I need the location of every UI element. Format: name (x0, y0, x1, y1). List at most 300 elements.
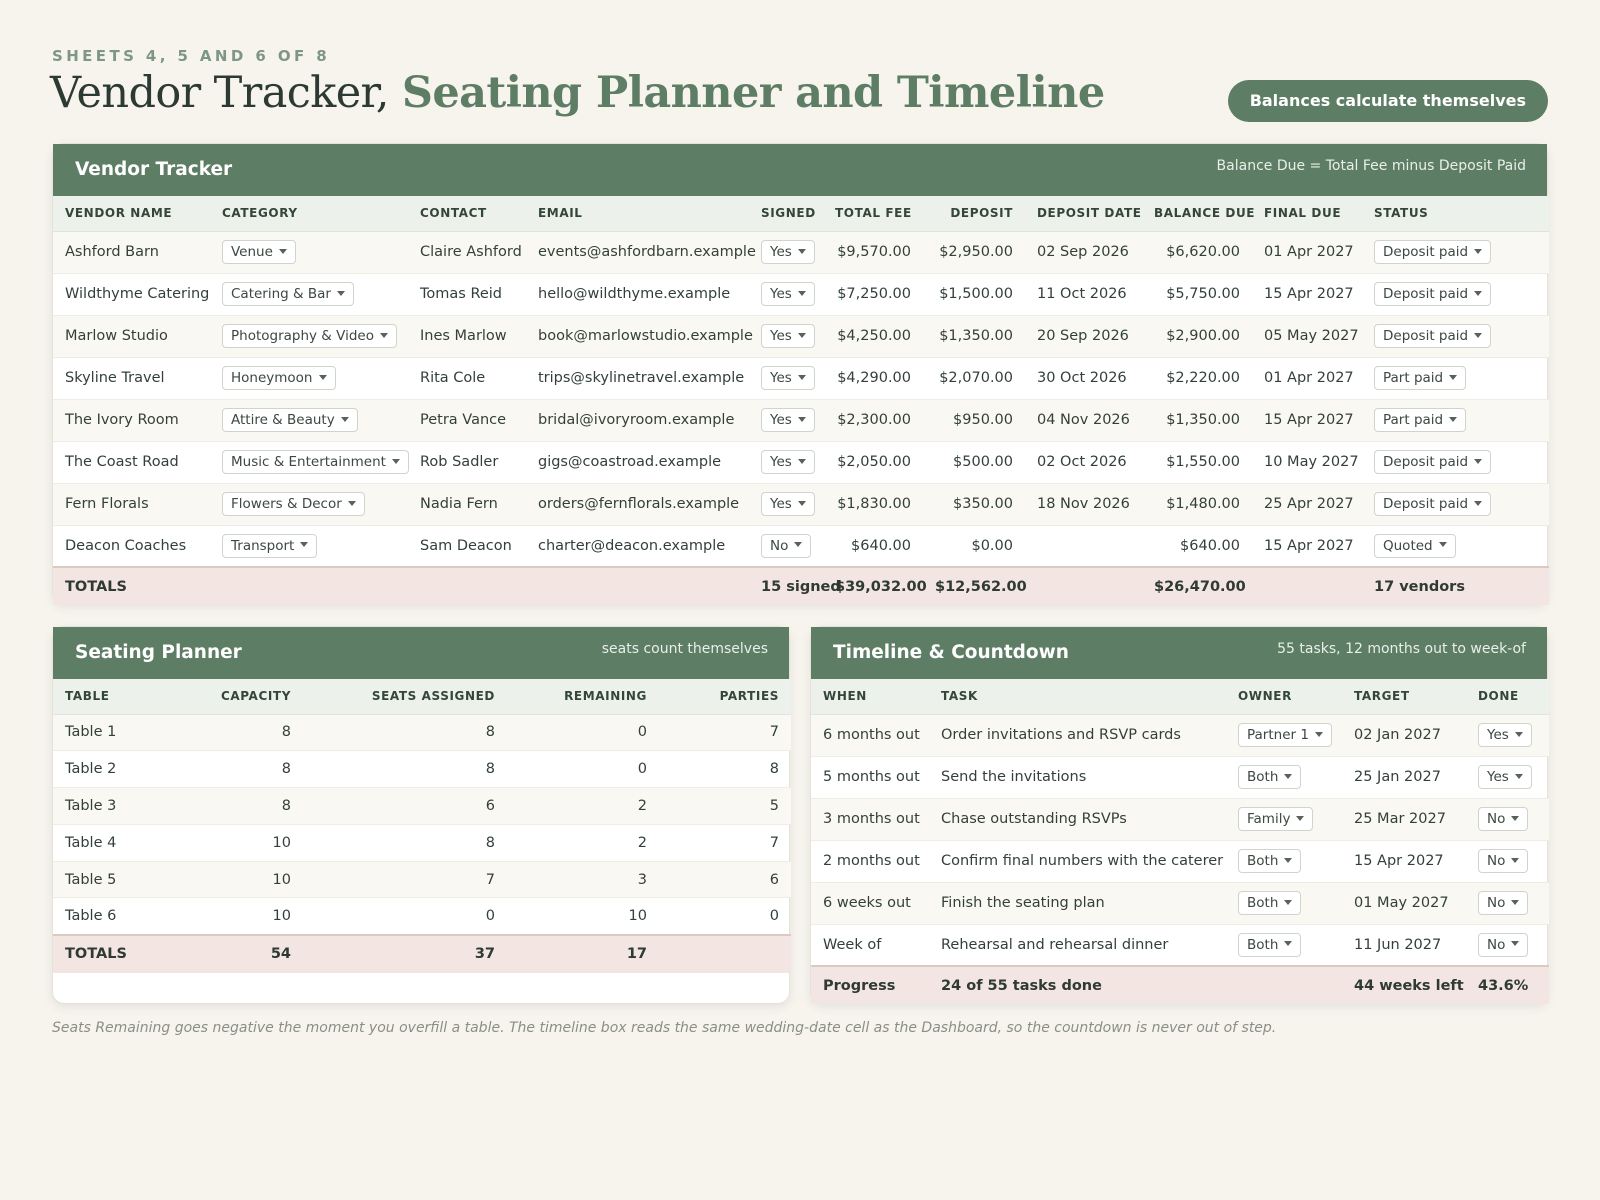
table-row (53, 525, 1549, 567)
signed-dropdown[interactable] (761, 450, 815, 474)
status-dropdown[interactable] (1374, 534, 1456, 558)
vendor-deposit[interactable]: $950.00 (923, 399, 1025, 441)
signed-dropdown[interactable] (761, 324, 815, 348)
col-deposit[interactable]: DEPOSIT (923, 196, 1025, 231)
owner-value: Family (1247, 811, 1291, 827)
vendor-contact[interactable]: Rita Cole (408, 357, 526, 399)
seating-table-name[interactable]: Table 1 (53, 714, 183, 751)
table-row (53, 824, 791, 861)
progress-weeks-left: 44 weeks left (1342, 966, 1466, 1004)
sheet-eyebrow: SHEETS 4, 5 AND 6 OF 8 (52, 47, 331, 65)
vendor-email[interactable]: events@ashfordbarn.example (526, 231, 749, 273)
totals-fee: $39,032.00 (823, 567, 923, 605)
col-done[interactable]: DONE (1466, 679, 1549, 714)
vendor-header-row (53, 196, 1549, 231)
done-dropdown[interactable] (1478, 891, 1528, 915)
vendor-deposit[interactable]: $500.00 (923, 441, 1025, 483)
vendor-deposit-date[interactable]: 18 Nov 2026 (1025, 483, 1142, 525)
vendor-card-header (53, 144, 1547, 196)
category-value: Photography & Video (231, 328, 374, 344)
col-category[interactable]: CATEGORY (210, 196, 408, 231)
seating-assigned: 8 (303, 751, 507, 788)
seating-card-note: seats count themselves (601, 641, 768, 657)
seating-remaining: 0 (507, 714, 659, 751)
vendor-final-due[interactable]: 10 May 2027 (1252, 441, 1362, 483)
chevron-down-icon (1284, 900, 1292, 905)
vendor-totals-row (53, 567, 1549, 605)
seating-table-name[interactable]: Table 4 (53, 824, 183, 861)
vendor-contact[interactable]: Tomas Reid (408, 273, 526, 315)
vendor-contact[interactable]: Ines Marlow (408, 315, 526, 357)
chevron-down-icon (1515, 774, 1523, 779)
chevron-down-icon (1474, 333, 1482, 338)
timeline-table (811, 679, 1549, 1004)
chevron-down-icon (341, 417, 349, 422)
vendor-deposit-date[interactable]: 20 Sep 2026 (1025, 315, 1142, 357)
task-when[interactable]: 3 months out (811, 798, 929, 840)
vendor-total-fee[interactable]: $4,290.00 (823, 357, 923, 399)
vendor-name[interactable]: Wildthyme Catering (53, 273, 210, 315)
col-total-fee[interactable]: TOTAL FEE (823, 196, 923, 231)
task-target[interactable]: 15 Apr 2027 (1342, 840, 1466, 882)
owner-dropdown[interactable] (1238, 807, 1313, 831)
chevron-down-icon (798, 501, 806, 506)
done-value: No (1487, 936, 1506, 953)
owner-dropdown[interactable] (1238, 849, 1301, 873)
vendor-contact[interactable]: Rob Sadler (408, 441, 526, 483)
vendor-email[interactable]: bridal@ivoryroom.example (526, 399, 749, 441)
progress-label: Progress (811, 966, 929, 1004)
signed-dropdown[interactable] (761, 492, 815, 516)
task-name[interactable]: Finish the seating plan (929, 882, 1226, 924)
seating-table (53, 679, 791, 973)
chevron-down-icon (348, 501, 356, 506)
signed-dropdown[interactable] (761, 534, 811, 558)
chevron-down-icon (1474, 249, 1482, 254)
seating-parties: 8 (659, 751, 791, 788)
status-dropdown[interactable] (1374, 240, 1491, 264)
chevron-down-icon (392, 459, 400, 464)
chevron-down-icon (1284, 941, 1292, 946)
vendor-balance-due: $2,220.00 (1142, 357, 1252, 399)
category-dropdown[interactable] (222, 534, 317, 558)
done-dropdown[interactable] (1478, 849, 1528, 873)
vendor-table (53, 196, 1549, 605)
chevron-down-icon (1449, 417, 1457, 422)
owner-value: Both (1247, 853, 1279, 869)
chevron-down-icon (798, 291, 806, 296)
vendor-final-due[interactable]: 15 Apr 2027 (1252, 273, 1362, 315)
chevron-down-icon (1449, 375, 1457, 380)
seating-assigned: 0 (303, 898, 507, 935)
col-seats-assigned[interactable]: SEATS ASSIGNED (303, 679, 507, 714)
signed-dropdown[interactable] (761, 408, 815, 432)
vendor-balance-due: $5,750.00 (1142, 273, 1252, 315)
vendor-email[interactable]: orders@fernflorals.example (526, 483, 749, 525)
vendor-deposit[interactable]: $2,070.00 (923, 357, 1025, 399)
vendor-final-due[interactable]: 01 Apr 2027 (1252, 357, 1362, 399)
seating-assigned: 6 (303, 788, 507, 825)
table-row (53, 751, 791, 788)
table-row (811, 840, 1549, 882)
chevron-down-icon (1315, 732, 1323, 737)
seating-assigned: 8 (303, 824, 507, 861)
col-deposit-date[interactable]: DEPOSIT DATE (1025, 196, 1142, 231)
vendor-deposit-date[interactable]: 30 Oct 2026 (1025, 357, 1142, 399)
chevron-down-icon (794, 542, 802, 547)
page-title-accent: Seating Planner and Timeline (401, 68, 1105, 118)
done-value: Yes (1487, 769, 1509, 785)
col-remaining[interactable]: REMAINING (507, 679, 659, 714)
category-value: Venue (231, 244, 273, 260)
table-row (53, 441, 1549, 483)
seating-remaining: 3 (507, 861, 659, 898)
status-value: Deposit paid (1383, 286, 1469, 302)
vendor-total-fee[interactable]: $4,250.00 (823, 315, 923, 357)
chevron-down-icon (337, 291, 345, 296)
chevron-down-icon (798, 375, 806, 380)
chevron-down-icon (1511, 900, 1519, 905)
seating-totals-row (53, 935, 791, 973)
done-dropdown[interactable] (1478, 933, 1528, 957)
chevron-down-icon (1296, 816, 1304, 821)
table-row (53, 861, 791, 898)
vendor-final-due[interactable]: 15 Apr 2027 (1252, 525, 1362, 567)
chevron-down-icon (1511, 941, 1519, 946)
vendor-total-fee[interactable]: $7,250.00 (823, 273, 923, 315)
status-value: Part paid (1383, 412, 1444, 428)
chevron-down-icon (798, 459, 806, 464)
seating-parties: 5 (659, 788, 791, 825)
vendor-email[interactable]: charter@deacon.example (526, 525, 749, 567)
timeline-card-title: Timeline & Countdown (833, 642, 1069, 663)
task-target[interactable]: 25 Mar 2027 (1342, 798, 1466, 840)
col-signed[interactable]: SIGNED (749, 196, 823, 231)
task-name[interactable]: Order invitations and RSVP cards (929, 714, 1226, 756)
task-target[interactable]: 25 Jan 2027 (1342, 756, 1466, 798)
table-row (811, 714, 1549, 756)
vendor-final-due[interactable]: 05 May 2027 (1252, 315, 1362, 357)
vendor-contact[interactable]: Nadia Fern (408, 483, 526, 525)
col-status[interactable]: STATUS (1362, 196, 1549, 231)
table-row (53, 483, 1549, 525)
totals-vendors: 17 vendors (1362, 567, 1549, 605)
table-row (811, 882, 1549, 924)
chevron-down-icon (798, 417, 806, 422)
page-title (50, 68, 1105, 118)
col-task[interactable]: TASK (929, 679, 1226, 714)
seating-totals-remaining: 17 (507, 935, 659, 973)
category-dropdown[interactable] (222, 366, 336, 390)
status-value: Part paid (1383, 370, 1444, 386)
chevron-down-icon (798, 249, 806, 254)
category-dropdown[interactable] (222, 450, 409, 474)
col-owner[interactable]: OWNER (1226, 679, 1342, 714)
task-when[interactable]: 5 months out (811, 756, 929, 798)
signed-value: Yes (770, 244, 792, 260)
col-final-due[interactable]: FINAL DUE (1252, 196, 1362, 231)
seating-capacity[interactable]: 10 (183, 861, 303, 898)
category-value: Attire & Beauty (231, 412, 335, 428)
table-row (53, 399, 1549, 441)
chevron-down-icon (798, 333, 806, 338)
signed-value: Yes (770, 370, 792, 386)
vendor-balance-due: $640.00 (1142, 525, 1252, 567)
vendor-card-title: Vendor Tracker (75, 159, 233, 180)
task-target[interactable]: 01 May 2027 (1342, 882, 1466, 924)
task-name[interactable]: Chase outstanding RSVPs (929, 798, 1226, 840)
vendor-email[interactable]: hello@wildthyme.example (526, 273, 749, 315)
col-email[interactable]: EMAIL (526, 196, 749, 231)
chevron-down-icon (1474, 459, 1482, 464)
category-value: Transport (231, 537, 295, 554)
seating-remaining: 0 (507, 751, 659, 788)
seating-parties: 7 (659, 714, 791, 751)
progress-tasks: 24 of 55 tasks done (929, 966, 1226, 1004)
seating-header-row (53, 679, 791, 714)
table-row (53, 788, 791, 825)
vendor-deposit-date[interactable]: 02 Sep 2026 (1025, 231, 1142, 273)
vendor-name[interactable]: Fern Florals (53, 483, 210, 525)
seating-table-name[interactable]: Table 6 (53, 898, 183, 935)
timeline-progress-row (811, 966, 1549, 1004)
vendor-name[interactable]: Ashford Barn (53, 231, 210, 273)
vendor-total-fee[interactable]: $2,050.00 (823, 441, 923, 483)
task-target[interactable]: 02 Jan 2027 (1342, 714, 1466, 756)
col-contact[interactable]: CONTACT (408, 196, 526, 231)
chevron-down-icon (1284, 858, 1292, 863)
vendor-total-fee[interactable]: $2,300.00 (823, 399, 923, 441)
col-balance-due[interactable]: BALANCE DUE (1142, 196, 1252, 231)
category-dropdown[interactable] (222, 408, 358, 432)
seating-totals-assigned: 37 (303, 935, 507, 973)
table-row (53, 315, 1549, 357)
signed-value: Yes (770, 454, 792, 470)
status-value: Quoted (1383, 537, 1433, 554)
owner-dropdown[interactable] (1238, 765, 1301, 789)
seating-table-name[interactable]: Table 3 (53, 788, 183, 825)
page-title-plain: Vendor Tracker, (50, 68, 402, 118)
signed-value: Yes (770, 412, 792, 428)
totals-deposit: $12,562.00 (923, 567, 1025, 605)
owner-dropdown[interactable] (1238, 723, 1332, 747)
vendor-total-fee[interactable]: $640.00 (823, 525, 923, 567)
vendor-deposit-date[interactable]: 11 Oct 2026 (1025, 273, 1142, 315)
status-value: Deposit paid (1383, 496, 1469, 512)
status-value: Deposit paid (1383, 244, 1469, 260)
footnote: Seats Remaining goes negative the moment you overfill a table. The timeline box reads the same wedding-date cell as the Dashboard, so the countdown is never out of step. (52, 1020, 1277, 1036)
task-when[interactable]: 6 months out (811, 714, 929, 756)
chevron-down-icon (1439, 542, 1447, 547)
col-vendor-name[interactable]: VENDOR NAME (53, 196, 210, 231)
col-when[interactable]: WHEN (811, 679, 929, 714)
timeline-card-header (811, 627, 1547, 679)
table-row (53, 273, 1549, 315)
vendor-email[interactable]: trips@skylinetravel.example (526, 357, 749, 399)
status-value: Deposit paid (1383, 454, 1469, 470)
table-row (53, 714, 791, 751)
vendor-deposit[interactable]: $0.00 (923, 525, 1025, 567)
owner-value: Both (1247, 936, 1279, 953)
owner-value: Both (1247, 895, 1279, 911)
chevron-down-icon (279, 249, 287, 254)
vendor-deposit[interactable]: $2,950.00 (923, 231, 1025, 273)
table-row (811, 756, 1549, 798)
done-value: No (1487, 853, 1506, 869)
vendor-balance-due: $2,900.00 (1142, 315, 1252, 357)
seating-remaining: 10 (507, 898, 659, 935)
seating-table-name[interactable]: Table 5 (53, 861, 183, 898)
vendor-final-due[interactable]: 15 Apr 2027 (1252, 399, 1362, 441)
vendor-email[interactable]: gigs@coastroad.example (526, 441, 749, 483)
vendor-contact[interactable]: Sam Deacon (408, 525, 526, 567)
balances-badge: Balances calculate themselves (1228, 80, 1548, 122)
category-value: Music & Entertainment (231, 454, 386, 470)
owner-dropdown[interactable] (1238, 933, 1301, 957)
seating-remaining: 2 (507, 788, 659, 825)
vendor-balance-due: $6,620.00 (1142, 231, 1252, 273)
timeline-card (810, 626, 1548, 1004)
totals-label: TOTALS (53, 567, 210, 605)
seating-parties: 0 (659, 898, 791, 935)
vendor-contact[interactable]: Claire Ashford (408, 231, 526, 273)
chevron-down-icon (1515, 732, 1523, 737)
task-when[interactable]: 6 weeks out (811, 882, 929, 924)
vendor-balance-due: $1,480.00 (1142, 483, 1252, 525)
signed-value: Yes (770, 328, 792, 344)
vendor-name[interactable]: Skyline Travel (53, 357, 210, 399)
seating-totals-capacity: 54 (183, 935, 303, 973)
vendor-total-fee[interactable]: $9,570.00 (823, 231, 923, 273)
vendor-card-note: Balance Due = Total Fee minus Deposit Paid (1216, 158, 1526, 174)
table-row (811, 798, 1549, 840)
chevron-down-icon (1511, 816, 1519, 821)
status-dropdown[interactable] (1374, 366, 1466, 390)
seating-capacity[interactable]: 10 (183, 898, 303, 935)
owner-value: Partner 1 (1247, 727, 1309, 743)
vendor-balance-due: $1,350.00 (1142, 399, 1252, 441)
task-name[interactable]: Confirm final numbers with the caterer (929, 840, 1226, 882)
timeline-card-note: 55 tasks, 12 months out to week-of (1277, 641, 1526, 657)
seating-parties: 6 (659, 861, 791, 898)
table-row (53, 357, 1549, 399)
chevron-down-icon (1284, 774, 1292, 779)
vendor-deposit[interactable]: $1,350.00 (923, 315, 1025, 357)
done-dropdown[interactable] (1478, 723, 1532, 747)
vendor-deposit-date[interactable]: 02 Oct 2026 (1025, 441, 1142, 483)
status-dropdown[interactable] (1374, 492, 1491, 516)
chevron-down-icon (1511, 858, 1519, 863)
totals-balance: $26,470.00 (1142, 567, 1252, 605)
col-parties[interactable]: PARTIES (659, 679, 791, 714)
vendor-name[interactable]: Deacon Coaches (53, 525, 210, 567)
vendor-deposit[interactable]: $350.00 (923, 483, 1025, 525)
vendor-deposit-date[interactable] (1025, 525, 1142, 567)
category-dropdown[interactable] (222, 282, 354, 306)
category-dropdown[interactable] (222, 240, 296, 264)
chevron-down-icon (1474, 501, 1482, 506)
status-value: Deposit paid (1383, 328, 1469, 344)
done-value: No (1487, 895, 1506, 911)
timeline-header-row (811, 679, 1549, 714)
vendor-contact[interactable]: Petra Vance (408, 399, 526, 441)
table-row (811, 924, 1549, 966)
seating-capacity[interactable]: 8 (183, 788, 303, 825)
status-dropdown[interactable] (1374, 324, 1491, 348)
chevron-down-icon (319, 375, 327, 380)
done-value: No (1487, 811, 1506, 827)
seating-assigned: 7 (303, 861, 507, 898)
vendor-tracker-card (52, 143, 1548, 604)
task-name[interactable]: Send the invitations (929, 756, 1226, 798)
vendor-name[interactable]: The Ivory Room (53, 399, 210, 441)
category-value: Honeymoon (231, 370, 313, 386)
seating-card-header (53, 627, 789, 679)
signed-dropdown[interactable] (761, 240, 815, 264)
signed-value: Yes (770, 286, 792, 302)
chevron-down-icon (300, 542, 308, 547)
vendor-final-due[interactable]: 01 Apr 2027 (1252, 231, 1362, 273)
col-capacity[interactable]: CAPACITY (183, 679, 303, 714)
seating-capacity[interactable]: 10 (183, 824, 303, 861)
vendor-total-fee[interactable]: $1,830.00 (823, 483, 923, 525)
seating-planner-card (52, 626, 790, 1004)
task-when[interactable]: 2 months out (811, 840, 929, 882)
category-value: Flowers & Decor (231, 496, 342, 512)
category-dropdown[interactable] (222, 492, 365, 516)
owner-dropdown[interactable] (1238, 891, 1301, 915)
col-table[interactable]: TABLE (53, 679, 183, 714)
task-when[interactable]: Week of (811, 924, 929, 966)
seating-assigned: 8 (303, 714, 507, 751)
table-row (53, 231, 1549, 273)
vendor-final-due[interactable]: 25 Apr 2027 (1252, 483, 1362, 525)
done-dropdown[interactable] (1478, 807, 1528, 831)
done-value: Yes (1487, 727, 1509, 743)
status-dropdown[interactable] (1374, 408, 1466, 432)
seating-table-name[interactable]: Table 2 (53, 751, 183, 788)
seating-parties: 7 (659, 824, 791, 861)
vendor-name[interactable]: Marlow Studio (53, 315, 210, 357)
category-dropdown[interactable] (222, 324, 397, 348)
status-dropdown[interactable] (1374, 282, 1491, 306)
seating-totals-label: TOTALS (53, 935, 183, 973)
vendor-name[interactable]: The Coast Road (53, 441, 210, 483)
signed-value: Yes (770, 496, 792, 512)
signed-value: No (770, 537, 789, 554)
seating-capacity[interactable]: 8 (183, 714, 303, 751)
seating-capacity[interactable]: 8 (183, 751, 303, 788)
done-dropdown[interactable] (1478, 765, 1532, 789)
task-target[interactable]: 11 Jun 2027 (1342, 924, 1466, 966)
owner-value: Both (1247, 769, 1279, 785)
signed-dropdown[interactable] (761, 282, 815, 306)
task-name[interactable]: Rehearsal and rehearsal dinner (929, 924, 1226, 966)
seating-remaining: 2 (507, 824, 659, 861)
vendor-deposit-date[interactable]: 04 Nov 2026 (1025, 399, 1142, 441)
vendor-deposit[interactable]: $1,500.00 (923, 273, 1025, 315)
chevron-down-icon (380, 333, 388, 338)
col-target[interactable]: TARGET (1342, 679, 1466, 714)
totals-signed: 15 signed (749, 567, 823, 605)
chevron-down-icon (1474, 291, 1482, 296)
vendor-email[interactable]: book@marlowstudio.example (526, 315, 749, 357)
signed-dropdown[interactable] (761, 366, 815, 390)
category-value: Catering & Bar (231, 286, 331, 302)
table-row (53, 898, 791, 935)
seating-card-title: Seating Planner (75, 642, 242, 663)
status-dropdown[interactable] (1374, 450, 1491, 474)
